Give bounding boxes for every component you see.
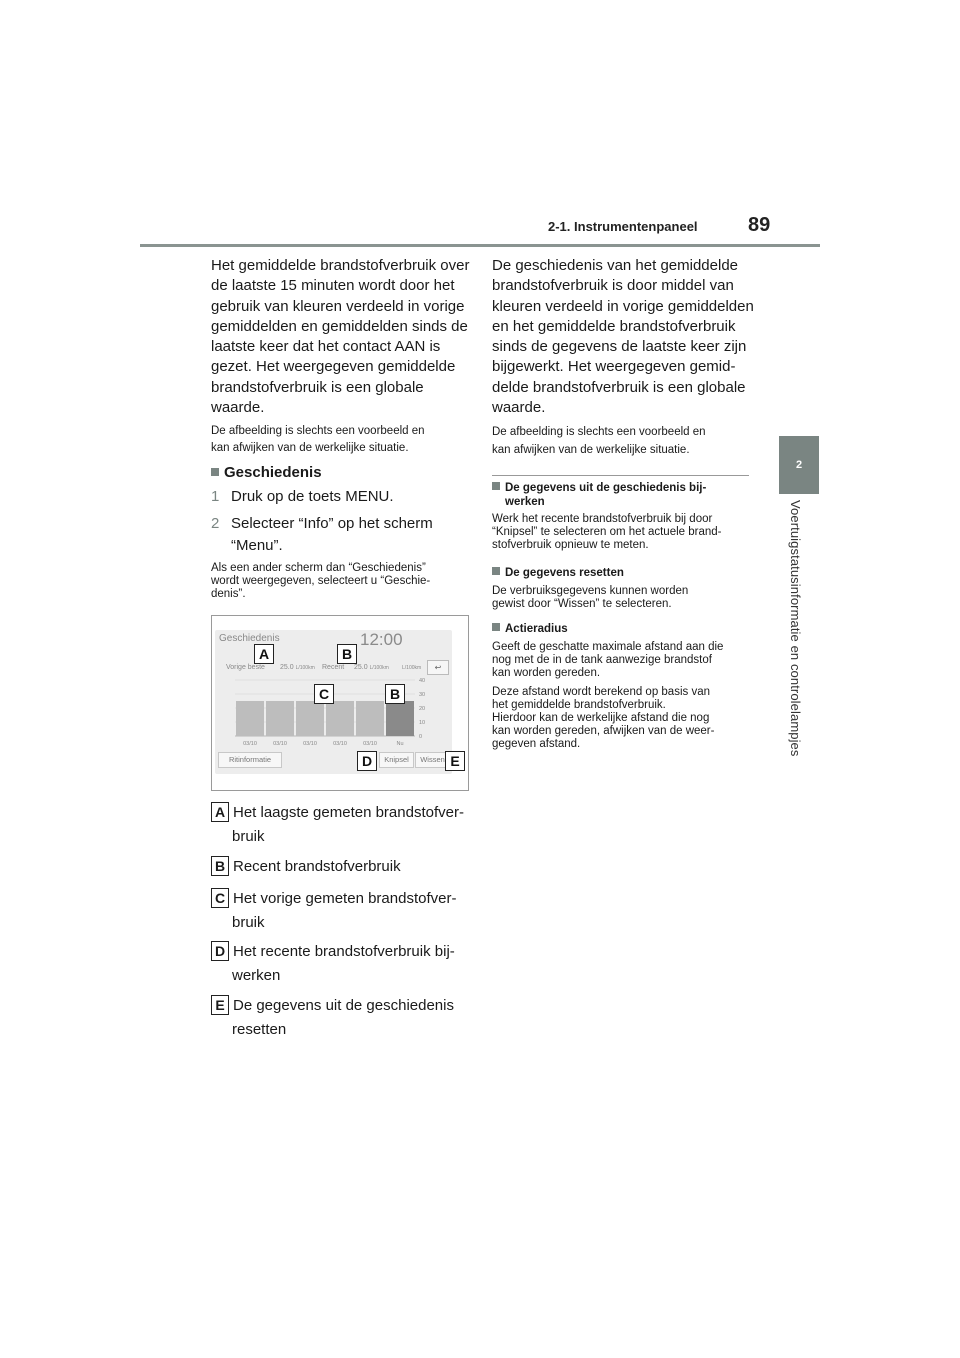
screen-clock: 12:00 [360, 630, 403, 649]
y-tick-label: 40 [419, 678, 426, 684]
left-note: De afbeelding is slechts een voorbeeld en kan afwijken van de werkelijke situatie. [211, 425, 425, 454]
y-tick-label: 20 [419, 706, 426, 712]
right-intro: De geschiedenis van het gemiddelde brandstofverbruik is door middel van kleuren verdeeld in vorige gemiddelden en het gemiddelde brandstofverbruik sinds de gegevens de laatste keer zijn bijgewerkt. Het weergegeven gemid- delde brandstofverbruik is een globale waarde. [492, 257, 754, 417]
history-heading: Geschiedenis [211, 464, 322, 481]
bullet-square-icon [492, 482, 500, 490]
clip-button[interactable]: Knipsel [379, 752, 414, 768]
x-tick-label: Nu [396, 741, 404, 747]
callout-c: C [314, 684, 334, 704]
bullet-square-icon [492, 567, 500, 575]
x-tick-label: 03/10 [243, 741, 257, 747]
bullet-square-icon [211, 468, 219, 476]
reset-button[interactable]: Wissen [415, 752, 450, 768]
section-title: 2-1. Instrumentenpaneel [548, 219, 698, 234]
screen-title: Geschiedenis [219, 633, 280, 644]
right-note: De afbeelding is slechts een voorbeeld en kan afwijken van de werkelijke situatie. [492, 426, 706, 456]
x-tick-label: 03/10 [273, 741, 287, 747]
callout-a: A [254, 644, 274, 664]
callout-e: E [445, 751, 465, 771]
y-tick-label: 0 [419, 734, 423, 740]
right-separator [492, 475, 749, 476]
callout-d: D [357, 751, 377, 771]
legend-d: D Het recente brandstofverbruik bij- werken [211, 941, 455, 987]
left-note-2: Als een ander scherm dan “Geschiedenis” wordt weergegeven, selecteert u “Geschie- denis”. [211, 562, 431, 600]
x-tick-label: 03/10 [363, 741, 377, 747]
left-intro: Het gemiddelde brandstofverbruik over de laatste 15 minuten wordt door het gebruik van kleuren verdeeld in vorige gemiddelden en gemiddelden sinds de laatste keer dat het contact AAN is gezet. Het weergegeven gemiddelde brandstofverbruik is een globale waarde. [211, 257, 470, 417]
best-label: Vorige beste [226, 664, 265, 671]
history-bar [326, 701, 354, 736]
step-1: 1 Druk op de toets MENU. [211, 488, 394, 505]
section-update: De gegevens uit de geschiedenis bij- werken Werk het recente brandstofverbruik bij door “Knipsel” te selecteren om het actuele brand- stofverbruik opnieuw te meten. [492, 482, 722, 551]
axis-unit: L/100km [402, 665, 422, 671]
legend-a: A Het laagste gemeten brandstofver- bruik [211, 802, 464, 848]
chapter-title: Voertuigstatusinformatie en controlelampjes [788, 500, 803, 757]
section-range: Actieradius Geeft de geschatte maximale afstand aan die nog met de in de tank aanwezige brandstof kan worden gereden. Deze afstand wordt berekend op basis van het gemiddelde brandstofverbruik. Hierdoor kan de werkelijke afstand die nog kan worden gereden, afwijken van de weer- gegeven afstand. [492, 623, 724, 750]
section-reset: De gegevens resetten De verbruiksgegevens kunnen worden gewist door “Wissen” te selecteren. [492, 567, 689, 610]
y-tick-label: 30 [419, 692, 426, 698]
legend-e: E De gegevens uit de geschiedenis resetten [211, 995, 454, 1041]
legend-b: B Recent brandstofverbruik [211, 856, 401, 877]
header-divider [140, 244, 820, 247]
recent-label: Recent [322, 664, 345, 671]
y-tick-label: 10 [419, 720, 426, 726]
back-button[interactable]: ↩ [427, 660, 449, 675]
history-bar [266, 701, 294, 736]
recent-value: 25.0 L/100km [354, 664, 389, 671]
bullet-square-icon [492, 623, 500, 631]
x-tick-label: 03/10 [303, 741, 317, 747]
trip-info-button[interactable]: Ritinformatie [218, 752, 282, 768]
chapter-number: 2 [795, 459, 803, 471]
history-bar [386, 701, 414, 736]
x-tick-label: 03/10 [333, 741, 347, 747]
page-number: 89 [748, 214, 771, 236]
callout-b: B [385, 684, 405, 704]
step-2: 2 Selecteer “Info” op het scherm “Menu”. [211, 515, 433, 555]
history-bar [296, 701, 324, 736]
history-bar [236, 701, 264, 736]
legend-c: C Het vorige gemeten brandstofver- bruik [211, 888, 456, 934]
callout-b-top: B [337, 644, 357, 664]
history-bar [356, 701, 384, 736]
best-value: 25.0 L/100km [280, 664, 315, 671]
